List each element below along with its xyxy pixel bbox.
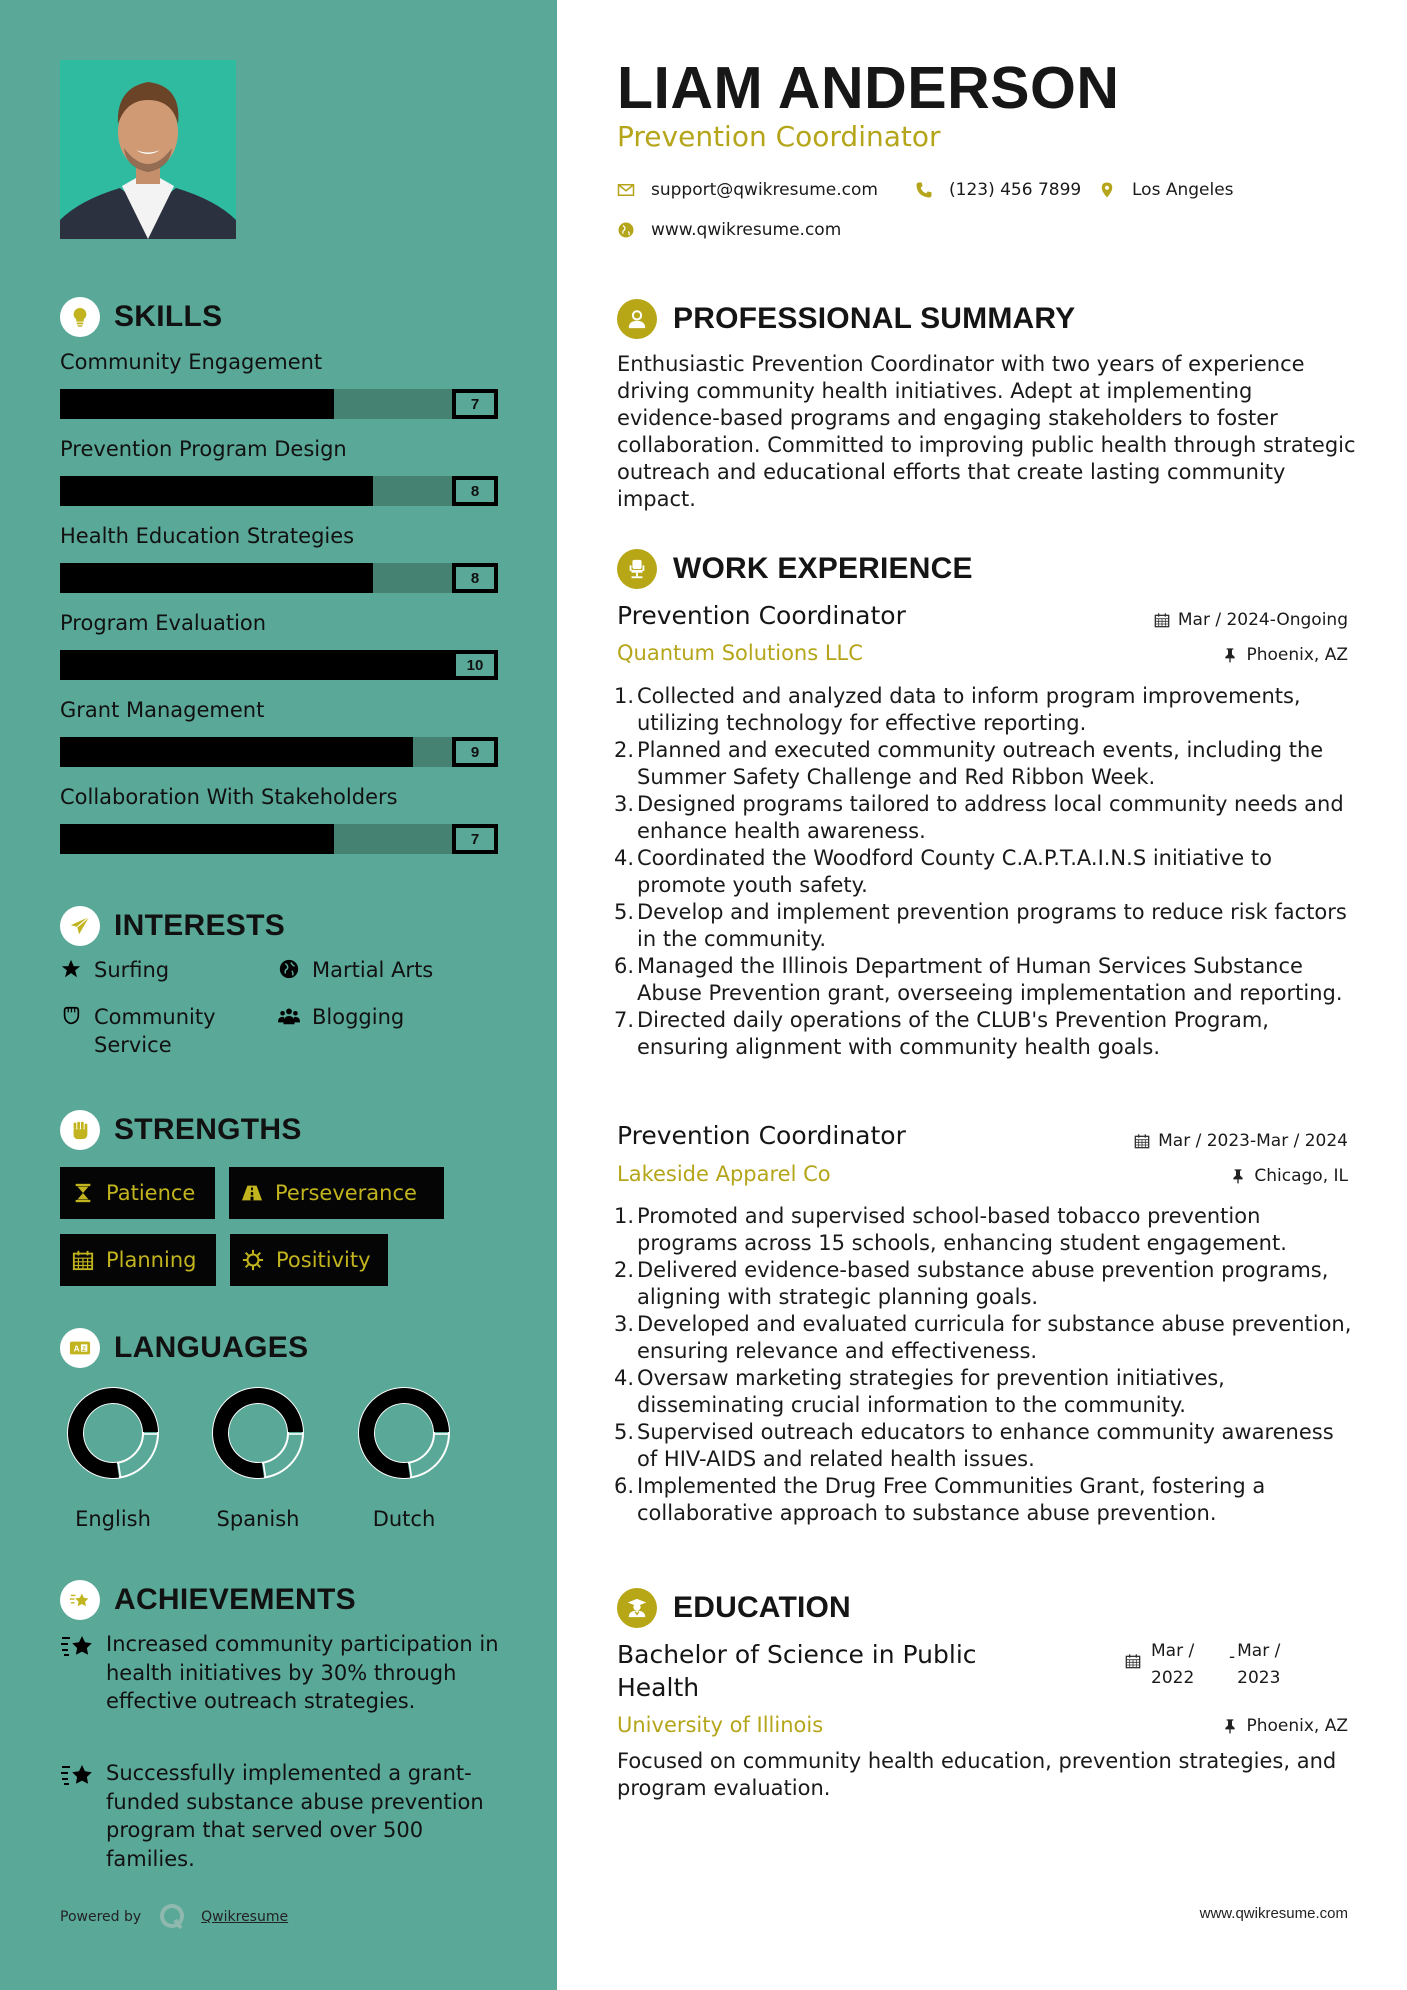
job-bullet: 4. Coordinated the Woodford County C.A.P.T.A.I.N.S initiative to promote youth safety. [613,846,1272,897]
skill-score: 9 [452,737,498,767]
globe-icon [617,221,635,239]
job-location-text: Chicago, IL [1254,1166,1348,1186]
envelope-icon [617,181,635,199]
interest-item [60,1003,260,1059]
interest-item [278,1003,404,1031]
job-company: Lakeside Apparel Co [617,1162,831,1186]
language-ring [356,1385,452,1481]
education-dates [1125,1638,1291,1692]
hourglass-icon [72,1182,94,1204]
paper-plane-icon [60,906,100,946]
skill-item [60,782,498,854]
skill-bar [60,476,498,506]
skills-heading [60,297,222,337]
map-pin-icon [1098,181,1116,199]
skill-label: Community Engagement [60,350,323,374]
job-bullet: 3. Developed and evaluated curricula for substance abuse prevention, ensuring relevance and effectiveness. [613,1312,1352,1363]
hand-icon [60,1005,82,1027]
degree-title: Bachelor of Science in Public Health [617,1640,977,1702]
skill-label: Grant Management [60,698,265,722]
strengths-title: STRENGTHS [114,1113,302,1146]
job-dates-text: Mar / 2023-Mar / 2024 [1158,1131,1348,1151]
achievement-text: Successfully implemented a grant-funded substance abuse prevention program that served over 500 families. [106,1761,484,1871]
interest-item [60,956,169,984]
job-bullets [612,1203,1357,1527]
date-separator: - [1229,1647,1236,1667]
summary-text: Enthusiastic Prevention Coordinator with two years of experience driving community health initiatives. Adept at implementing evidence-based programs and engaging stakeholders to foster collaboration. Committed to improving public health through strategic outreach and educational efforts that create lasting community impact. [617,352,1356,511]
job-location-text: Phoenix, AZ [1246,645,1348,665]
footer-website-link[interactable]: www.qwikresume.com [1199,1905,1348,1922]
skill-bar [60,563,498,593]
interests-title: INTERESTS [114,909,286,942]
job-company: Quantum Solutions LLC [617,641,863,665]
languages-heading [60,1328,308,1368]
job-bullet: 6. Implemented the Drug Free Communities Grant, fostering a collaborative approach to substance abuse prevention. [613,1474,1266,1525]
skill-item [60,608,498,680]
job-bullet: 3. Designed programs tailored to address local community needs and enhance health awareness. [613,792,1344,843]
skill-bar-fill [60,476,373,506]
summary-title: PROFESSIONAL SUMMARY [673,302,1076,335]
phone-icon [915,181,933,199]
shooting-star-icon [60,1580,100,1620]
sidebar [0,0,557,1990]
education-start: Mar / 2022 [1151,1641,1195,1688]
users-icon [278,1005,300,1027]
skill-label: Health Education Strategies [60,524,355,548]
email-text[interactable]: support@qwikresume.com [651,180,878,200]
contact-phone [915,180,1081,200]
skill-bar-fill [60,650,498,680]
skill-score: 8 [452,563,498,593]
skill-item [60,347,498,419]
office-chair-icon [617,549,657,589]
skill-label: Collaboration With Stakeholders [60,785,398,809]
education-title: EDUCATION [673,1591,851,1624]
powered-by-label: Powered by [60,1909,142,1925]
skill-bar-fill [60,824,334,854]
interest-label: Surfing [94,958,170,982]
user-icon [617,299,657,339]
powered-by [60,1902,288,1932]
calendar-icon [72,1249,94,1271]
job-location [1222,645,1348,665]
achievement-item [60,1630,500,1716]
achievement-item [60,1759,500,1873]
qwikresume-link[interactable]: Qwikresume [201,1909,289,1925]
shooting-star-icon [60,1761,94,1789]
phone-text[interactable]: (123) 456 7899 [949,180,1082,200]
candidate-role: Prevention Coordinator [617,120,941,153]
strength-label: Perseverance [275,1181,417,1205]
job-bullet: 5. Supervised outreach educators to enhance community awareness of HIV-AIDS and related health issues. [613,1420,1334,1471]
skill-score: 10 [452,650,498,680]
education-heading [617,1588,851,1628]
achievement-text: Increased community participation in health initiatives by 30% through effective outreach strategies. [106,1632,499,1713]
education-description: Focused on community health education, prevention strategies, and program evaluation. [617,1749,1337,1800]
language-label: Spanish [216,1507,300,1531]
skill-bar-fill [60,389,334,419]
shooting-star-icon [60,1632,94,1660]
strength-badge [229,1167,444,1219]
education-end: Mar / 2023 [1237,1641,1281,1688]
skill-item [60,521,498,593]
qwikresume-logo-icon [157,1902,187,1932]
interest-label: Community Service [94,1005,216,1057]
job-dates [1154,610,1348,630]
language-label: Dutch [372,1507,436,1531]
skill-score: 7 [452,824,498,854]
skill-label: Program Evaluation [60,611,267,635]
strength-label: Planning [106,1248,197,1272]
calendar-icon [1154,612,1170,628]
svg-text:Z: Z [82,1345,86,1353]
education-location [1222,1716,1348,1736]
job-dates [1134,1131,1348,1151]
strength-badge [230,1234,388,1286]
skill-bar-fill [60,737,413,767]
experience-title: WORK EXPERIENCE [673,552,973,585]
location-text: Los Angeles [1132,180,1234,200]
language-ring [65,1385,161,1481]
star-icon [60,958,82,980]
globe-icon [278,958,300,980]
skill-item [60,434,498,506]
interest-item [278,956,433,984]
strength-badge [60,1234,216,1286]
job-bullet: 4. Oversaw marketing strategies for prevention initiatives, disseminating crucial information to the community. [613,1366,1225,1417]
strength-label: Positivity [276,1248,371,1272]
job-bullet: 5. Develop and implement prevention programs to reduce risk factors in the community. [613,900,1347,951]
profile-photo [60,60,236,239]
contact-website [617,220,841,240]
job-bullets [612,683,1357,1061]
job-title: Prevention Coordinator [617,601,906,630]
website-text[interactable]: www.qwikresume.com [651,220,842,240]
job-bullet: 7. Directed daily operations of the CLUB's Prevention Program, ensuring alignment with community health goals. [613,1008,1269,1059]
graduate-icon [617,1588,657,1628]
fist-icon [60,1110,100,1150]
job-bullet: 1. Promoted and supervised school-based tobacco prevention programs across 15 schools, enhancing student engagement. [613,1204,1287,1255]
calendar-icon [1125,1652,1141,1670]
skill-item [60,695,498,767]
skill-bar [60,389,498,419]
strength-badge [60,1167,215,1219]
sun-icon [242,1249,264,1271]
interests-heading [60,906,285,946]
language-icon [60,1328,100,1368]
road-icon [241,1182,263,1204]
language-item [58,1385,168,1531]
achievements-title: ACHIEVEMENTS [114,1583,356,1616]
strength-label: Patience [106,1181,196,1205]
languages-title: LANGUAGES [114,1331,309,1364]
contact-location [1098,180,1234,200]
achievements-heading [60,1580,356,1620]
calendar-icon [1134,1133,1150,1149]
skills-title: SKILLS [114,300,223,333]
job-dates-text: Mar / 2024-Ongoing [1177,610,1348,630]
language-item [203,1385,313,1531]
interest-label: Martial Arts [312,958,434,982]
experience-heading [617,549,973,589]
job-bullet: 2. Delivered evidence-based substance abuse prevention programs, aligning with strategic planning goals. [613,1258,1329,1309]
job-title: Prevention Coordinator [617,1121,906,1150]
language-item [349,1385,459,1531]
job-bullet: 6. Managed the Illinois Department of Human Services Substance Abuse Prevention grant, overseeing implementation and reporting. [613,954,1343,1005]
candidate-name: LIAM ANDERSON [617,55,1120,121]
language-ring [210,1385,306,1481]
skill-score: 7 [452,389,498,419]
skill-bar [60,737,498,767]
language-label: English [75,1507,151,1531]
skill-score: 8 [452,476,498,506]
job-bullet: 2. Planned and executed community outreach events, including the Summer Safety Challenge and Red Ribbon Week. [613,738,1324,789]
skill-bar [60,650,498,680]
portrait-image [60,60,236,239]
contact-email [617,180,878,200]
job-bullet: 1. Collected and analyzed data to inform program improvements, utilizing technology for effective reporting. [613,684,1301,735]
pushpin-icon [1222,1718,1238,1734]
job-location [1230,1166,1348,1186]
skill-label: Prevention Program Design [60,437,347,461]
lightbulb-icon [60,297,100,337]
summary-heading [617,299,1075,339]
skill-bar [60,824,498,854]
education-location-text: Phoenix, AZ [1246,1716,1348,1736]
strengths-heading [60,1110,302,1150]
svg-text:A: A [73,1344,80,1354]
skill-bar-fill [60,563,373,593]
school-name: University of Illinois [617,1713,824,1737]
pushpin-icon [1230,1168,1246,1184]
pushpin-icon [1222,647,1238,663]
interest-label: Blogging [312,1005,405,1029]
